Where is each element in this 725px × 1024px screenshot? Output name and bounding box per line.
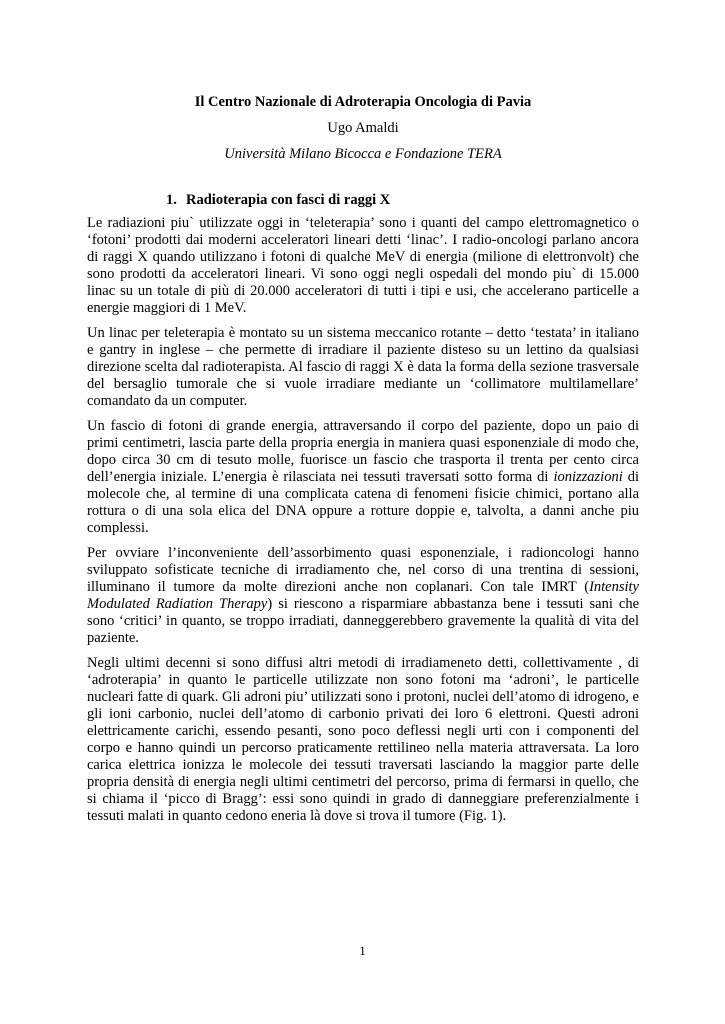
paragraph-3-text-end: di molecole che, al termine di una complicata catena di fenomeni fisicie chimici, portano alla rottura o di una sola elica del DNA oppure a rotture doppie e, talvolta, a danni anche piu complessi. — [87, 469, 639, 536]
paragraph-3 — [87, 418, 639, 537]
paragraph-3-emphasis: ionizzazioni — [553, 469, 623, 485]
paragraph-2: Un linac per teleterapia è montato su un sistema meccanico rotante – detto ‘testata’ in italiano e gantry in inglese – che permette di irradiare il paziente disteso su un lettino da qualsiasi direzione scelta dal radioterapista. Al fascio di raggi X è data la forma della sezione trasversale del bersaglio tumorale che si vuole irradiare mediante un ‘collimatore multilamellare’ comandato da un computer. — [87, 325, 639, 409]
section-number: 1. — [166, 192, 177, 208]
paragraph-3-text-start: Un fascio di fotoni di grande energia, attraversando il corpo del paziente, dopo un paio di primi centimetri, lascia parte della propria energia in maniera quasi esponenziale di modo che, dopo circa 30 cm di tesuto molle, fuorisce un fascio che trasporta il trenta per cento circa dell’energia iniziale. L’energia è rilasciata nei tessuti traversati sotto forma di — [87, 418, 639, 485]
page-number: 1 — [359, 943, 366, 958]
paragraph-4-emphasis: Intensity Modulated Radiation Therapy — [87, 579, 639, 612]
document-title: Il Centro Nazionale di Adroterapia Oncologia di Pavia — [194, 94, 532, 110]
section-title: Radioterapia con fasci di raggi X — [186, 192, 391, 208]
author-affiliation: Università Milano Bicocca e Fondazione TERA — [224, 146, 502, 162]
document-page — [87, 94, 639, 825]
paragraph-1: Le radiazioni piu` utilizzate oggi in ‘teleterapia’ sono i quanti del campo elettromagnetico o ‘fotoni’ prodotti dai moderni acceleratori lineari detti ‘linac’. I radio-oncologi parlano ancora di raggi X quando utilizzano i fotoni di qualche MeV di energia (milione di elettronvolt) che sono prodotti da acceleratori lineari. Vi sono oggi negli ospedali del mondo piu` di 15.000 linac su un totale di più di 20.000 acceleratori di tutti i tipi e usi, che accelerano particelle a energie maggiori di 1 MeV. — [87, 215, 639, 316]
section-heading — [166, 192, 639, 209]
paragraph-4-text-start: Per ovviare l’inconveniente dell’assorbimento quasi esponenziale, i radioncologi hanno sviluppato sofisticate tecniche di irradiamento che, nel corso di una trentina di sessioni, illuminano il tumore da molte direzioni anche non coplanari. Con tale IMRT ( — [87, 545, 639, 595]
author-name: Ugo Amaldi — [327, 120, 399, 136]
paragraph-4 — [87, 545, 639, 647]
paragraph-5: Negli ultimi decenni si sono diffusi altri metodi di irradiameneto detti, collettivamente , di ‘adroterapia’ in quanto le particelle utilizzate non sono fotoni ma ‘adroni’, le particelle nucleari fatte di quark. Gli adroni piu’ utilizzati sono i protoni, nuclei dell’atomo di idrogeno, e gli ioni carbonio, nuclei dell’atomo di carbonio privati dei loro 6 elettroni. Questi adroni elettricamente carichi, essendo pesanti, sono poco deflessi negli urti con i componenti del corpo e hanno quindi un percorso praticamente rettilineo nella materia attraversata. La loro carica elettrica ionizza le molecole dei tessuti traversati lasciando la maggior parte delle propria densità di energia negli ultimi centimetri del percorso, prima di fermarsi in quello, che si chiama il ‘picco di Bragg’: essi sono quindi in grado di danneggiare preferenzialmente i tessuti malati in quanto cedono eneria là dove si trova il tumore (Fig. 1). — [87, 655, 639, 824]
paragraph-4-text-end: ) si riescono a risparmiare abbastanza bene i tessuti sani che sono ‘critici’ in quanto, se troppo irradiati, danneggerebbero gravemente la qualità di vita del paziente. — [87, 596, 640, 646]
